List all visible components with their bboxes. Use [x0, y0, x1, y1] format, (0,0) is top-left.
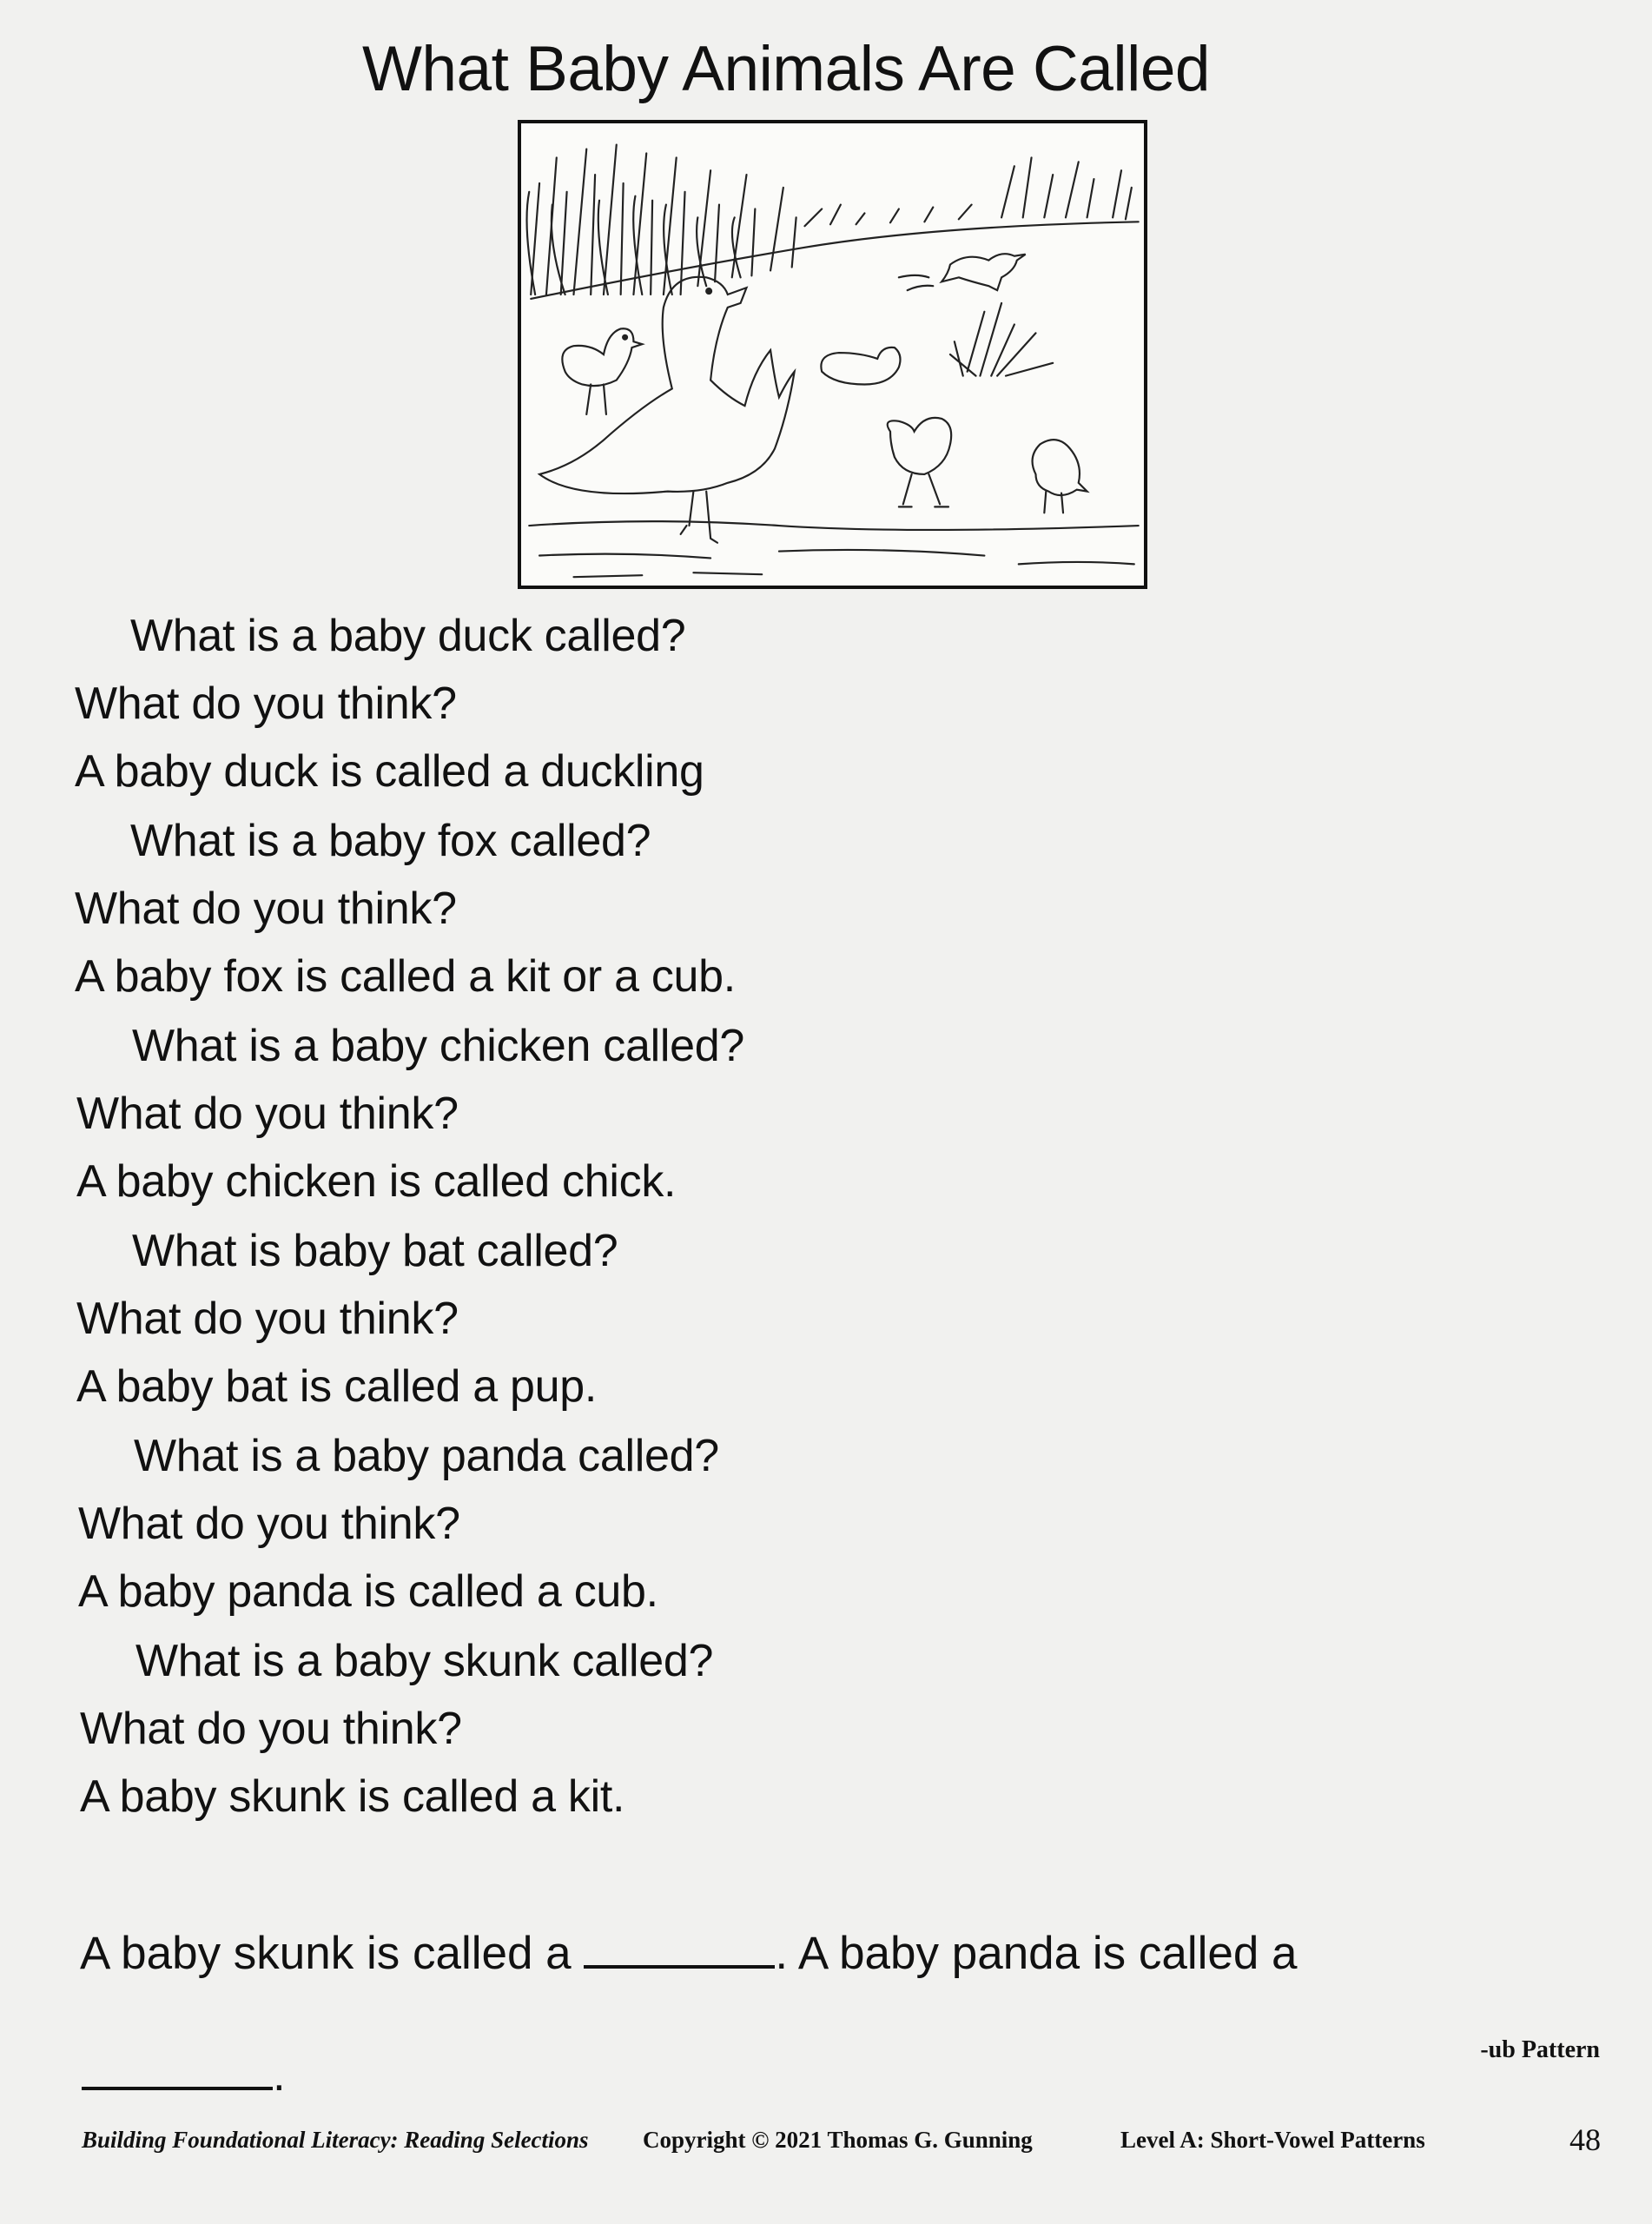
poem-line: What do you think?: [76, 1294, 459, 1344]
answer-blank-1[interactable]: [584, 1964, 775, 1969]
fill-in-text-2: . A baby panda is called a: [775, 1928, 1298, 1979]
poem-line: A baby bat is called a pup.: [76, 1361, 597, 1412]
fill-in-text-1: A baby skunk is called a: [80, 1928, 572, 1979]
poem-line: What is a baby panda called?: [134, 1431, 719, 1481]
fill-in-text-3: .: [273, 2049, 286, 2101]
poem-line: A baby duck is called a duckling: [75, 746, 704, 797]
poem-line: A baby panda is called a cub.: [78, 1566, 658, 1617]
poem-line: What is a baby duck called?: [130, 611, 686, 661]
footer-copyright: Copyright © 2021 Thomas G. Gunning: [643, 2127, 1033, 2153]
poem-line: A baby fox is called a kit or a cub.: [75, 951, 736, 1002]
poem-line: What is a baby chicken called?: [132, 1021, 744, 1071]
fill-in-sentence: [80, 1927, 1298, 1980]
pond-duck-and-chicks-illustration-icon: [521, 123, 1144, 586]
poem-line: What do you think?: [76, 1089, 459, 1139]
page-title: What Baby Animals Are Called: [361, 34, 1211, 104]
fill-in-continuation: [82, 2049, 286, 2102]
answer-blank-2[interactable]: [82, 2086, 273, 2090]
poem-line: What do you think?: [80, 1704, 462, 1754]
poem-line: What do you think?: [75, 884, 457, 934]
poem-line: What is baby bat called?: [132, 1226, 618, 1276]
page-footer: [0, 2122, 1652, 2170]
poem-line: What is a baby fox called?: [130, 816, 651, 866]
footer-book-title: Building Foundational Literacy: Reading Selections: [82, 2127, 589, 2153]
poem-line: What do you think?: [75, 678, 457, 729]
poem-line: What is a baby skunk called?: [135, 1636, 714, 1686]
poem-line: A baby skunk is called a kit.: [80, 1771, 625, 1822]
page-number: 48: [1569, 2122, 1601, 2157]
pattern-label: -ub Pattern: [1480, 2036, 1600, 2063]
illustration-frame: [518, 120, 1147, 589]
poem-line: What do you think?: [78, 1499, 460, 1549]
poem-line: A baby chicken is called chick.: [76, 1156, 677, 1207]
footer-level: Level A: Short-Vowel Patterns: [1120, 2127, 1425, 2153]
